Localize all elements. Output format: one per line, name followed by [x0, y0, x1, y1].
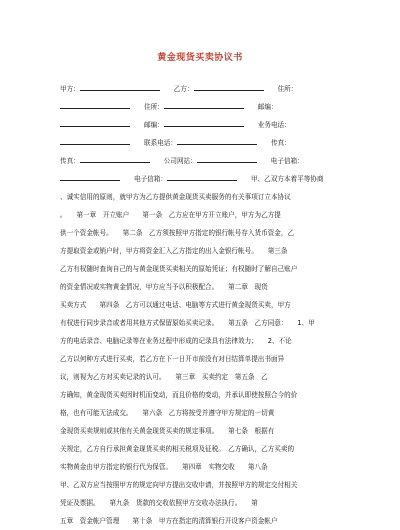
line-label: 邮编： [144, 121, 164, 129]
text-line: 金现货买卖规则或其他有关黄金现货买卖的规定事项。 第七条 根据有 [60, 427, 275, 435]
line-label: 电子信箱： [134, 175, 167, 183]
text-line: 方提取资金或销户时，甲方将资金汇入乙方指定的出入金银行帐号。 第三条 [60, 247, 288, 255]
fill-blank[interactable] [177, 135, 257, 145]
text-line [60, 134, 360, 152]
text-line: 甲、乙双方应当按照甲方的规定向甲方提出交收申请，并按照甲方的规定交付相关 [60, 481, 298, 489]
fill-blank[interactable] [60, 135, 130, 145]
text-line: 供一个资金帐号。 第二条 乙方须按照甲方指定的银行帐号存入货币资金，乙 [60, 229, 295, 237]
text-line: 方确知，黄金现货买卖因时机而变动，而且价格的变动，并承认即使按照合今的价 [60, 391, 298, 399]
line-label: 传真： [60, 157, 80, 165]
line-label: 住所： [144, 103, 164, 111]
fill-blank[interactable] [80, 153, 150, 163]
text-line [60, 170, 360, 188]
text-line: 实物黄金由甲方指定的银行代为保管。 第四章 实物交收 第八条 [60, 463, 268, 471]
fill-blank[interactable] [60, 117, 130, 127]
text-line [60, 98, 360, 116]
text-line [60, 116, 360, 134]
line-label: 甲方： [60, 85, 80, 93]
fill-blank[interactable] [164, 99, 244, 109]
line-label: 传真： [270, 139, 291, 147]
fill-blank[interactable] [167, 171, 237, 181]
line-label: 住所： [277, 85, 298, 93]
text-line [60, 152, 360, 170]
line-label: 业务电话： [257, 121, 291, 129]
document-title: 黄金现货买卖协议书 [157, 53, 243, 63]
fill-blank[interactable] [164, 117, 244, 127]
fill-blank[interactable] [80, 81, 160, 91]
fill-blank[interactable] [60, 171, 120, 181]
fill-blank[interactable] [194, 81, 264, 91]
text-line: 有权进行同步录音或者用其他方式保留原始买卖记录。 第五条 乙方同意： 1、甲 [60, 319, 315, 327]
text-line: 凭证及票据。 第九条 货款的交收依照甲方交收办法执行。 第 [60, 499, 258, 507]
text-line: 的资金情况或实物黄金情况，甲方应当予以积极配合。 第二章 现货 [60, 283, 268, 291]
line-label: 电子信箱： [270, 157, 304, 165]
document-body [60, 80, 360, 530]
fill-blank[interactable] [60, 99, 130, 109]
text-line: 格，也有可能无法成交。 第六条 乙方将按受并遵守甲方规定的一切黄 [60, 409, 275, 417]
text-line: 关规定，乙方自行承担黄金现货买卖的相关税项及征税。 乙方确认，乙方买卖的 [60, 445, 295, 453]
text-line: 乙方有权随时查询自己的与黄金现货买卖相关的原始凭证；有权随时了解自己账户 [60, 265, 298, 273]
line-label: 联系电话： [144, 139, 177, 147]
line-label: 乙方： [173, 85, 194, 93]
text-line: 。 第一章 开立账户 第一条 乙方应在甲方开立账户，甲方为乙方提 [60, 211, 281, 219]
fill-blank[interactable] [197, 153, 257, 163]
line-label: 公司网站： [163, 157, 197, 165]
text-line: 、诚实信用的原则，就甲方为乙方提供黄金现货买卖服务的有关事项订立本协议 [60, 193, 291, 201]
text-line: 五章 资金帐户管理 第十条 甲方在指定的清算银行开设客户资金帐户 [60, 517, 278, 525]
line-label: 邮编： [257, 103, 278, 111]
text-line: 乙方以何种方式进行买卖，若乙方在下一日开市前没有对日结算单提出书面异 [60, 355, 285, 363]
text-line: 买卖方式 第四条 乙方可以通过电话、电脑等方式进行黄金现货买卖，甲方 [60, 301, 291, 309]
line-text: 甲、乙双方本着平等协商 [250, 175, 324, 183]
text-line [60, 80, 360, 98]
text-line: 议，则视为乙方对买卖记录的认可。 第三章 买卖约定 第五条 乙 [60, 373, 268, 381]
text-line: 方的电话录音、电脑记录等在业务过程中形成的记录具有法律效力； 2、不论 [60, 337, 292, 345]
